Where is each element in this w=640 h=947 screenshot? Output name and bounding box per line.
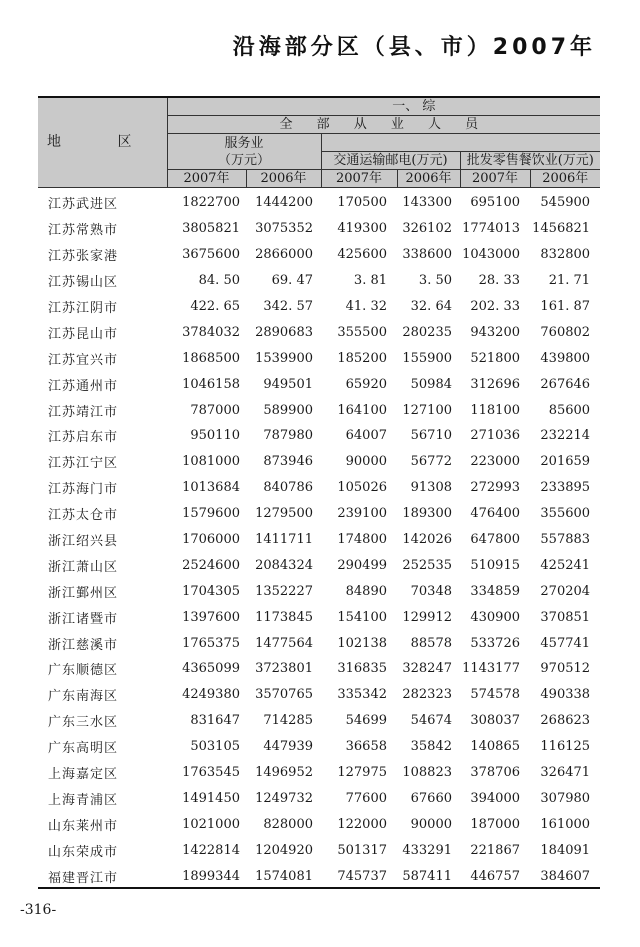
- value-cell: 170500: [337, 195, 387, 211]
- value-cell: 1081000: [182, 454, 240, 470]
- value-cell: 2890683: [255, 324, 313, 340]
- value-cell: 1704305: [182, 583, 240, 599]
- value-cell: 1477564: [255, 635, 313, 651]
- value-cell: 447939: [263, 739, 313, 755]
- table-row: [38, 216, 600, 242]
- table-row: [38, 188, 600, 216]
- value-cell: 3675600: [182, 247, 240, 263]
- value-cell: 1456821: [532, 221, 591, 237]
- value-cell: 1579600: [182, 506, 240, 522]
- value-cell: 949501: [263, 376, 313, 392]
- value-cell: 21. 71: [548, 273, 591, 289]
- value-cell: 521800: [470, 350, 520, 366]
- table-row: [38, 630, 600, 656]
- value-cell: 1765375: [182, 635, 240, 651]
- value-cell: 1013684: [182, 480, 240, 496]
- value-cell: 2084324: [255, 557, 313, 573]
- value-cell: 2524600: [182, 557, 240, 573]
- value-cell: 695100: [470, 195, 520, 211]
- value-cell: 270204: [540, 583, 591, 599]
- value-cell: 221867: [470, 842, 520, 858]
- value-cell: 1822700: [182, 195, 240, 211]
- table-row: [38, 268, 600, 294]
- region-name: 福建晋江市: [48, 870, 119, 886]
- value-cell: 118100: [470, 402, 520, 418]
- value-cell: 760802: [540, 324, 591, 340]
- value-cell: 326471: [540, 765, 591, 781]
- value-cell: 3075352: [255, 221, 313, 237]
- value-cell: 3570765: [255, 687, 313, 703]
- year-header: 2006年: [530, 170, 600, 188]
- subsection-header: 全 部 从 业 人 员: [167, 116, 600, 134]
- value-cell: 1444200: [255, 195, 313, 211]
- table-row: [38, 863, 600, 889]
- value-cell: 54699: [345, 713, 387, 729]
- table-row: [38, 682, 600, 708]
- table-body: [38, 188, 600, 890]
- value-cell: 490338: [540, 687, 591, 703]
- group-header-services-line2: （万元）: [217, 152, 270, 168]
- value-cell: 189300: [402, 506, 452, 522]
- value-cell: 1143177: [462, 661, 520, 677]
- table-row: [38, 371, 600, 397]
- value-cell: 422. 65: [190, 299, 240, 314]
- value-cell: 433291: [402, 842, 452, 858]
- value-cell: 312696: [470, 376, 520, 392]
- value-cell: 108823: [402, 765, 452, 781]
- table-row: [38, 319, 600, 345]
- group-header-services-line1: 服务业: [224, 135, 264, 151]
- table-row: [38, 760, 600, 786]
- region-name: 江苏武进区: [48, 197, 119, 213]
- region-name: 广东顺德区: [48, 663, 119, 679]
- value-cell: 88578: [410, 635, 452, 651]
- value-cell: 127100: [402, 402, 452, 418]
- value-cell: 64007: [345, 428, 387, 444]
- value-cell: 355500: [337, 324, 387, 340]
- value-cell: 647800: [470, 532, 520, 548]
- value-cell: 1043000: [462, 247, 520, 263]
- table-header: [38, 97, 600, 188]
- value-cell: 589900: [263, 402, 313, 418]
- page-title: 沿海部分区（县、市）2007年: [232, 35, 596, 60]
- year-header: 2007年: [460, 170, 530, 188]
- table-row: [38, 708, 600, 734]
- year-header: 2007年: [167, 170, 246, 188]
- group-header-transport: 交通运输邮电(万元): [321, 152, 460, 170]
- value-cell: 122000: [337, 816, 387, 832]
- value-cell: 1774013: [462, 221, 520, 237]
- value-cell: 970512: [540, 661, 591, 677]
- value-cell: 745737: [337, 868, 387, 884]
- table-row: [38, 475, 600, 501]
- value-cell: 3723801: [255, 661, 313, 677]
- table-row: [38, 294, 600, 320]
- section-header: 一、 综: [167, 97, 600, 116]
- year-header: 2006年: [246, 170, 321, 188]
- value-cell: 328247: [402, 661, 452, 677]
- value-cell: 832800: [540, 247, 591, 263]
- value-cell: 378706: [470, 765, 520, 781]
- table-row: [38, 604, 600, 630]
- value-cell: 557883: [540, 532, 591, 548]
- value-cell: 50984: [410, 376, 452, 392]
- region-name: 浙江慈溪市: [48, 637, 119, 653]
- value-cell: 65920: [345, 376, 387, 392]
- value-cell: 35842: [410, 739, 452, 755]
- value-cell: 1868500: [182, 350, 240, 366]
- value-cell: 3. 50: [418, 273, 452, 289]
- value-cell: 239100: [337, 506, 387, 522]
- region-name: 山东荣成市: [48, 844, 119, 860]
- table-row: [38, 552, 600, 578]
- value-cell: 252535: [402, 557, 452, 573]
- value-cell: 476400: [470, 506, 520, 522]
- region-name: 江苏启东市: [48, 430, 119, 446]
- region-name: 广东高明区: [48, 741, 119, 757]
- value-cell: 268623: [540, 713, 591, 729]
- value-cell: 787980: [263, 428, 313, 444]
- value-cell: 430900: [470, 609, 520, 625]
- value-cell: 370851: [540, 609, 591, 625]
- value-cell: 457741: [540, 635, 591, 651]
- value-cell: 54674: [410, 713, 452, 729]
- value-cell: 1046158: [182, 376, 240, 392]
- value-cell: 501317: [337, 842, 387, 858]
- region-name: 江苏张家港: [48, 249, 119, 265]
- value-cell: 828000: [263, 816, 313, 832]
- table-row: [38, 785, 600, 811]
- value-cell: 105026: [337, 480, 387, 496]
- region-name: 江苏常熟市: [48, 223, 119, 239]
- table-row: [38, 527, 600, 553]
- value-cell: 41. 32: [345, 299, 387, 314]
- table-row: [38, 423, 600, 449]
- value-cell: 70348: [410, 583, 452, 599]
- value-cell: 69. 47: [271, 273, 313, 289]
- region-name: 浙江诸暨市: [48, 611, 119, 627]
- value-cell: 84. 50: [198, 273, 240, 289]
- value-cell: 185200: [337, 350, 387, 366]
- region-name: 上海青浦区: [48, 792, 119, 808]
- value-cell: 174800: [337, 532, 387, 548]
- value-cell: 355600: [540, 506, 591, 522]
- value-cell: 267646: [540, 376, 591, 392]
- value-cell: 1422814: [182, 842, 240, 858]
- value-cell: 308037: [470, 713, 520, 729]
- region-name: 上海嘉定区: [48, 767, 119, 783]
- value-cell: 1352227: [255, 583, 313, 599]
- value-cell: 142026: [402, 532, 452, 548]
- value-cell: 90000: [410, 816, 452, 832]
- value-cell: 873946: [263, 454, 313, 470]
- value-cell: 102138: [337, 635, 387, 651]
- value-cell: 91308: [410, 480, 452, 496]
- value-cell: 714285: [263, 713, 313, 729]
- region-name: 江苏靖江市: [48, 404, 119, 420]
- value-cell: 1491450: [182, 790, 240, 806]
- region-name: 江苏太仓市: [48, 508, 119, 524]
- year-header: 2006年: [397, 170, 460, 188]
- region-name: 山东莱州市: [48, 818, 119, 834]
- value-cell: 84890: [345, 583, 387, 599]
- value-cell: 446757: [470, 868, 520, 884]
- value-cell: 425600: [337, 247, 387, 263]
- value-cell: 1173845: [255, 609, 313, 625]
- value-cell: 127975: [337, 765, 387, 781]
- value-cell: 419300: [337, 221, 387, 237]
- value-cell: 77600: [345, 790, 387, 806]
- region-name: 广东三水区: [48, 715, 119, 731]
- value-cell: 4365099: [182, 661, 240, 677]
- value-cell: 36658: [345, 739, 387, 755]
- value-cell: 334859: [470, 583, 520, 599]
- region-name: 浙江萧山区: [48, 559, 119, 575]
- value-cell: 233895: [540, 480, 591, 496]
- value-cell: 545900: [540, 195, 591, 211]
- value-cell: 831647: [190, 713, 240, 729]
- value-cell: 384607: [540, 868, 591, 884]
- value-cell: 342. 57: [263, 299, 313, 314]
- value-cell: 3805821: [182, 221, 240, 237]
- value-cell: 510915: [470, 557, 520, 573]
- value-cell: 1397600: [182, 609, 240, 625]
- value-cell: 140865: [470, 739, 520, 755]
- value-cell: 271036: [470, 428, 520, 444]
- table-row: [38, 811, 600, 837]
- value-cell: 143300: [402, 195, 452, 211]
- table-row: [38, 837, 600, 863]
- statistics-table: [38, 96, 600, 889]
- table-row: [38, 345, 600, 371]
- value-cell: 316835: [337, 661, 387, 677]
- page-number: -316-: [20, 902, 57, 918]
- value-cell: 155900: [402, 350, 452, 366]
- table-row: [38, 449, 600, 475]
- value-cell: 56710: [410, 428, 452, 444]
- region-name: 江苏通州市: [48, 378, 119, 394]
- value-cell: 574578: [470, 687, 520, 703]
- value-cell: 154100: [337, 609, 387, 625]
- table-row: [38, 242, 600, 268]
- region-name: 江苏江宁区: [48, 456, 119, 472]
- region-name: 江苏宜兴市: [48, 352, 119, 368]
- value-cell: 1763545: [182, 765, 240, 781]
- value-cell: 787000: [190, 402, 240, 418]
- value-cell: 307980: [540, 790, 591, 806]
- value-cell: 394000: [470, 790, 520, 806]
- value-cell: 1411711: [255, 532, 313, 548]
- group-header-spacer: [321, 134, 600, 152]
- value-cell: 840786: [263, 480, 313, 496]
- value-cell: 335342: [337, 687, 387, 703]
- value-cell: 439800: [540, 350, 591, 366]
- region-name: 江苏海门市: [48, 482, 119, 498]
- value-cell: 187000: [470, 816, 520, 832]
- value-cell: 32. 64: [410, 299, 452, 314]
- value-cell: 280235: [402, 324, 452, 340]
- region-name: 江苏锡山区: [48, 275, 119, 291]
- table-row: [38, 734, 600, 760]
- table-row: [38, 501, 600, 527]
- value-cell: 232214: [540, 428, 591, 444]
- region-name: 江苏江阴市: [48, 301, 119, 316]
- table-row: [38, 656, 600, 682]
- value-cell: 3784032: [182, 324, 240, 340]
- value-cell: 202. 33: [470, 299, 520, 314]
- value-cell: 587411: [402, 868, 452, 884]
- value-cell: 326102: [402, 221, 452, 237]
- region-name: 浙江鄞州区: [48, 585, 119, 601]
- value-cell: 503105: [190, 739, 240, 755]
- region-column-header: 地 区: [38, 97, 167, 188]
- value-cell: 1249732: [255, 790, 313, 806]
- table-bottom-rule: [38, 887, 600, 889]
- value-cell: 129912: [402, 609, 452, 625]
- value-cell: 56772: [410, 454, 452, 470]
- value-cell: 425241: [540, 557, 591, 573]
- value-cell: 161000: [540, 816, 591, 832]
- region-name: 江苏昆山市: [48, 326, 119, 342]
- value-cell: 3. 81: [353, 273, 387, 289]
- value-cell: 1496952: [255, 765, 313, 781]
- value-cell: 116125: [540, 739, 591, 755]
- value-cell: 161. 87: [540, 299, 591, 314]
- value-cell: 1899344: [182, 868, 240, 884]
- value-cell: 223000: [470, 454, 520, 470]
- value-cell: 164100: [337, 402, 387, 418]
- value-cell: 943200: [470, 324, 520, 340]
- value-cell: 290499: [337, 557, 387, 573]
- value-cell: 533726: [470, 635, 520, 651]
- value-cell: 1204920: [255, 842, 313, 858]
- value-cell: 282323: [402, 687, 452, 703]
- value-cell: 4249380: [182, 687, 240, 703]
- value-cell: 338600: [402, 247, 452, 263]
- value-cell: 272993: [470, 480, 520, 496]
- table-row: [38, 578, 600, 604]
- value-cell: 1021000: [182, 816, 240, 832]
- value-cell: 85600: [548, 402, 591, 418]
- value-cell: 1574081: [255, 868, 313, 884]
- group-header-retail: 批发零售餐饮业(万元): [460, 152, 600, 170]
- value-cell: 2866000: [255, 247, 313, 263]
- statistics-table-container: [38, 96, 600, 889]
- group-header-services: [167, 134, 321, 170]
- year-header: 2007年: [321, 170, 397, 188]
- value-cell: 90000: [345, 454, 387, 470]
- region-name: 广东南海区: [48, 689, 119, 705]
- region-name: 浙江绍兴县: [48, 534, 119, 550]
- value-cell: 1279500: [255, 506, 313, 522]
- value-cell: 201659: [540, 454, 591, 470]
- value-cell: 1706000: [182, 532, 240, 548]
- value-cell: 184091: [540, 842, 591, 858]
- value-cell: 67660: [410, 790, 452, 806]
- value-cell: 1539900: [255, 350, 313, 366]
- value-cell: 28. 33: [478, 273, 520, 289]
- value-cell: 950110: [190, 428, 240, 444]
- table-row: [38, 397, 600, 423]
